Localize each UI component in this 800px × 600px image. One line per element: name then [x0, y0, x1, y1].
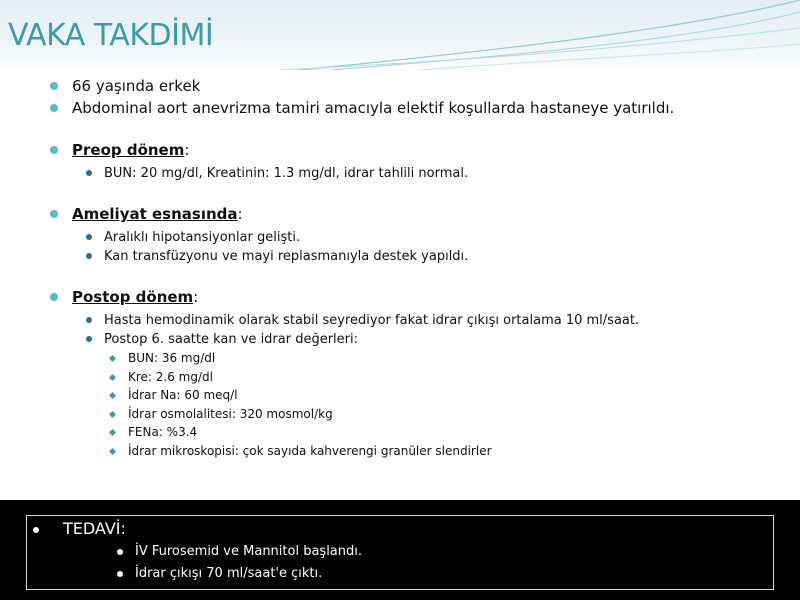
postop-heading-text: Postop dönem	[72, 288, 194, 306]
intraop-item: Kan transfüzyonu ve mayi replasmanıyla destek yapıldı.	[50, 247, 790, 266]
slide-content	[50, 75, 790, 460]
postop-item: Hasta hemodinamik olarak stabil seyrediyor fakat idrar çıkışı ortalama 10 ml/saat.	[50, 311, 790, 330]
lab-value: İdrar Na: 60 meq/l	[50, 386, 790, 405]
intraop-heading-text: Ameliyat esnasında	[72, 205, 238, 223]
intraop-item: Aralıklı hipotansiyonlar gelişti.	[50, 228, 790, 247]
postop-item: Postop 6. saatte kan ve idrar değerleri:	[50, 330, 790, 349]
preop-heading-text: Preop dönem	[72, 141, 185, 159]
lab-value: İdrar mikroskopisi: çok sayıda kahverengi granüler slendirler	[50, 442, 790, 461]
preop-item: BUN: 20 mg/dl, Kreatinin: 1.3 mg/dl, idrar tahlili normal.	[50, 164, 790, 183]
treatment-panel	[0, 500, 800, 600]
slide-title: VAKA TAKDİMİ	[8, 18, 214, 53]
preop-heading: Preop dönem:	[50, 139, 790, 161]
lab-value: Kre: 2.6 mg/dl	[50, 368, 790, 387]
lab-value: BUN: 36 mg/dl	[50, 349, 790, 368]
lab-value: FENa: %3.4	[50, 423, 790, 442]
intro-item-age: 66 yaşında erkek	[50, 75, 790, 97]
treatment-item: İV Furosemid ve Mannitol başlandı.	[135, 544, 363, 559]
treatment-item: İdrar çıkışı 70 ml/saat'e çıktı.	[135, 566, 323, 581]
intro-item-admission: Abdominal aort anevrizma tamiri amacıyla elektif koşullarda hastaneye yatırıldı.	[50, 97, 790, 119]
treatment-box	[26, 515, 774, 590]
intraop-heading: Ameliyat esnasında:	[50, 203, 790, 225]
lab-value: İdrar osmolalitesi: 320 mosmol/kg	[50, 405, 790, 424]
treatment-heading: TEDAVİ:	[63, 519, 126, 538]
postop-heading: Postop dönem:	[50, 286, 790, 308]
